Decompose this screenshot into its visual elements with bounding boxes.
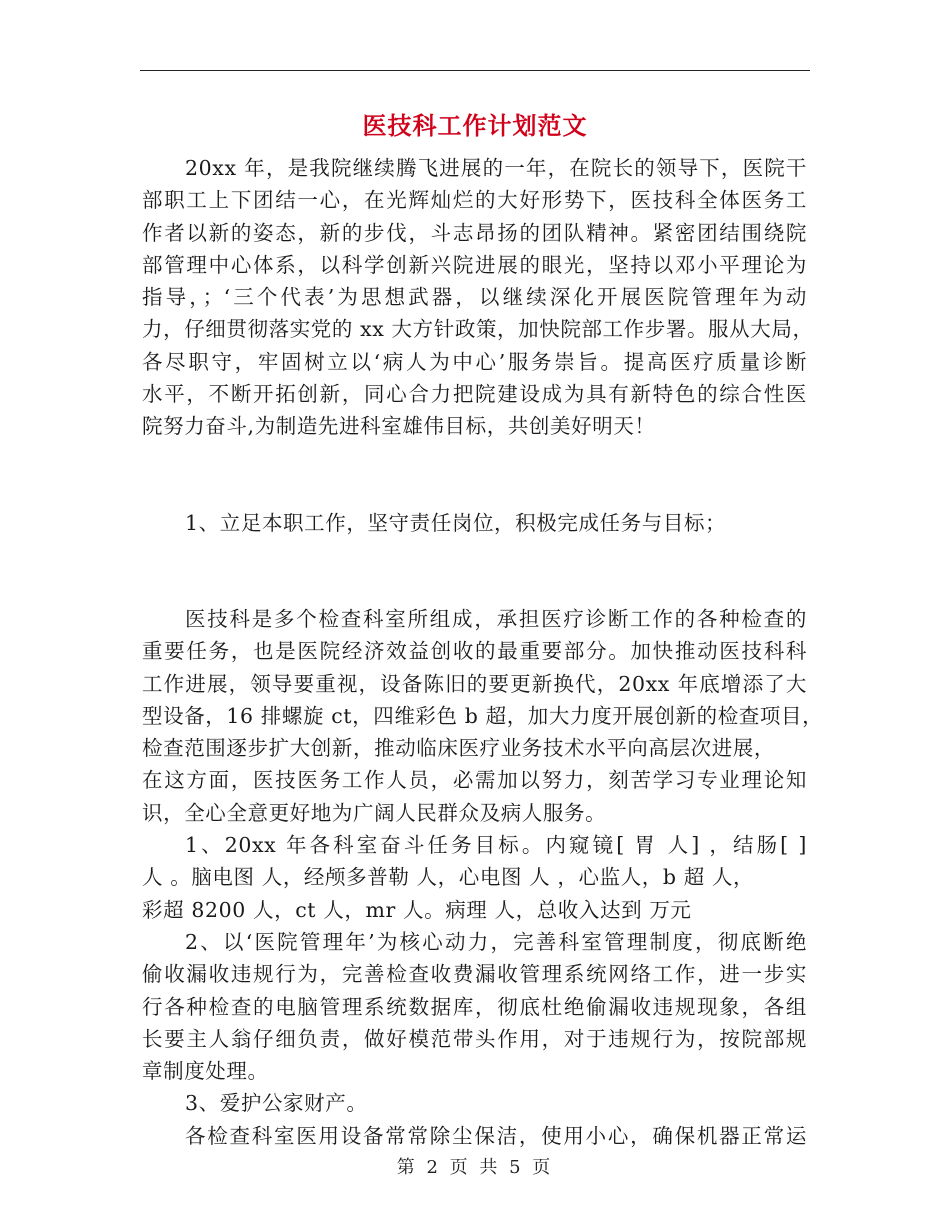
item1-paragraph <box>142 829 807 926</box>
document-title: 医技科工作计划范文 <box>362 111 588 140</box>
text-line: 行各种检查的电脑管理系统数据库，彻底杜绝偷漏收违规现象，各组 <box>142 994 807 1019</box>
item3-paragraph <box>142 1120 807 1152</box>
text-line: 偷收漏收违规行为，完善检查收费漏收管理系统网络工作，进一步实 <box>142 962 807 987</box>
text-line: 指导，；‘三个代表’为思想武器，以继续深化开展医院管理年为动 <box>142 285 807 310</box>
text-line: 部管理中心体系，以科学创新兴院进展的眼光，坚持以邓小平理论为 <box>142 252 807 277</box>
text-line: 长要主人翁仔细负责，做好模范带头作用，对于违规行为，按院部规 <box>142 1026 807 1051</box>
header-rule <box>140 70 810 71</box>
text-line: 作者以新的姿态，新的步伐，斗志昂扬的团队精神。紧密团结围绕院 <box>142 220 807 245</box>
text-line: 1、20xx 年各科室奋斗任务目标。内窥镜[ 胃 人] ，结肠[ ] <box>185 833 807 858</box>
text-line: 水平，不断开拓创新，同心合力把院建设成为具有新特色的综合性医 <box>142 382 807 407</box>
text-line: 各尽职守，牢固树立以‘病人为中心’服务崇旨。提高医疗质量诊断 <box>142 349 807 374</box>
text-line: 工作进展，领导要重视，设备陈旧的要更新换代，20xx 年底增添了大 <box>142 671 807 696</box>
item2-paragraph <box>142 926 807 1087</box>
item-heading-text: 3、爱护公家财产。 <box>185 1091 368 1116</box>
paragraph-gap <box>142 443 807 507</box>
text-line: 各检查科室医用设备常常除尘保洁，使用小心，确保机器正常运 <box>185 1123 807 1148</box>
text-line: 20xx 年，是我院继续腾飞进展的一年，在院长的领导下，医院干 <box>185 156 807 180</box>
text-line: 章制度处理。 <box>142 1059 269 1084</box>
section1-paragraph <box>142 603 824 829</box>
text-line: 2、以‘医院管理年’为核心动力，完善科室管理制度，彻底断绝 <box>185 929 807 954</box>
text-line: 彩超 8200 人，ct 人，mr 人。病理 人，总收入达到 万元 <box>142 897 692 922</box>
text-line: 识，全心全意更好地为广阔人民群众及病人服务。 <box>142 800 607 825</box>
paragraph-gap <box>142 539 807 603</box>
text-line: 在这方面，医技医务工作人员，必需加以努力，刻苦学习专业理论知 <box>142 768 807 793</box>
intro-paragraph <box>142 152 814 443</box>
text-line: 医技科是多个检查科室所组成，承担医疗诊断工作的各种检查的 <box>185 606 807 631</box>
text-line: 人 。脑电图 人，经颅多普勒 人，心电图 人 ，心监人，b 超 人， <box>142 865 755 890</box>
text-line: 院努力奋斗,为制造先进科室雄伟目标，共创美好明天！ <box>142 414 656 439</box>
item3-heading <box>142 1087 807 1119</box>
text-line: 型设备，16 排螺旋 ct，四维彩色 b 超，加大力度开展创新的检查项目， <box>142 703 824 728</box>
text-line: 重要任务，也是医院经济效益创收的最重要部分。加快推动医技科科 <box>142 639 807 664</box>
page-number-footer: 第 2 页 共 5 页 <box>396 1157 554 1178</box>
document-body <box>142 152 824 1152</box>
text-line: 检查范围逐步扩大创新，推动临床医疗业务技术水平向高层次进展， <box>142 736 775 761</box>
section1-heading <box>142 507 807 539</box>
text-line: 部职工上下团结一心，在光辉灿烂的大好形势下，医技科全体医务工 <box>142 188 807 213</box>
text-line: 力，仔细贯彻落实党的 xx 大方针政策，加快院部工作步署。服从大局， <box>142 317 814 342</box>
section-heading-text: 1、立足本职工作，坚守责任岗位，积极完成任务与目标； <box>185 510 727 535</box>
